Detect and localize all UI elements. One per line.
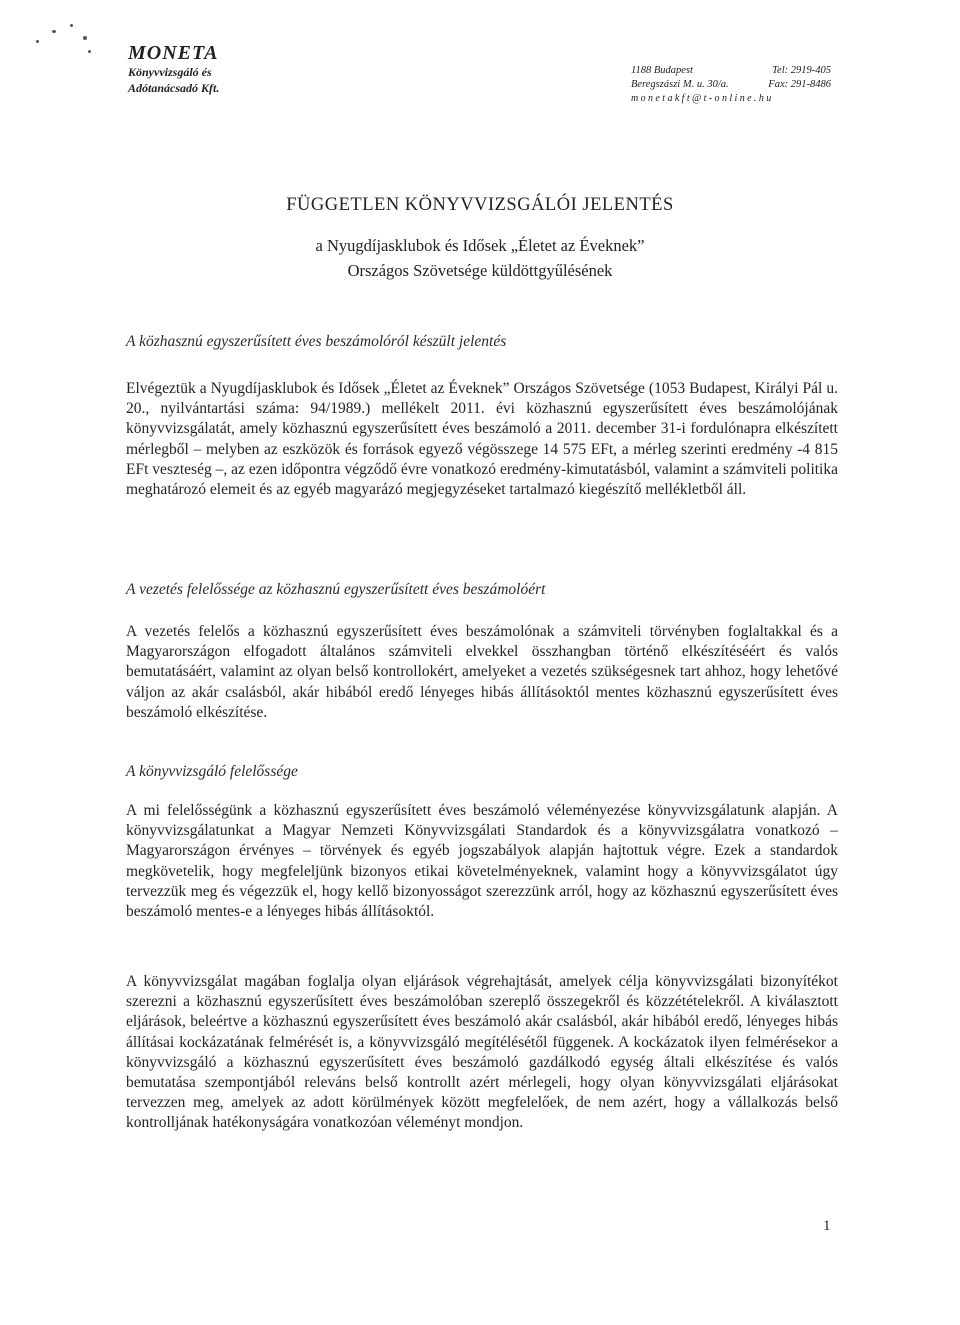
company-email: monetakft@t-online.hu (631, 93, 774, 104)
company-street: Beregszászi M. u. 30/a. (631, 79, 729, 90)
company-subtitle: Könyvvizsgáló és (128, 65, 212, 79)
scan-speck (88, 50, 91, 53)
company-name: MONETA (128, 42, 219, 64)
report-addressee: a Nyugdíjasklubok és Idősek „Életet az Éveknek” (315, 236, 645, 255)
auditor-paragraph: A mi felelősségünk a közhasznú egyszerűsített éves beszámoló véleményezése könyvvizsgálatunk alapján. A könyvvizsgálatunkat a Magyar Nemzeti Könyvvizsgálati Standardok és a könyvvizsgálatra vonatkozó – Magyarországon érvényes – törvények és egyéb jogszabályok alapján hajtottuk végre. Ezek a standardok megkövetelik, hogy megfeleljünk bizonyos etikai követelményeknek, valamint hogy a könyvvizsgálatot úgy tervezzük meg és végezzük el, hogy kellő bizonyosságot szerezzünk arról, hogy az közhasznú egyszerűsített éves beszámoló mentes-e a lényeges hibás állításoktól. (126, 802, 838, 921)
section-heading: A vezetés felelőssége az közhasznú egyszerűsített éves beszámolóért (126, 581, 546, 598)
company-subtitle: Adótanácsadó Kft. (128, 81, 220, 95)
contact-row (631, 64, 831, 78)
company-phone: Tel: 2919-405 (772, 65, 831, 76)
report-title: FÜGGETLEN KÖNYVVIZSGÁLÓI JELENTÉS (286, 195, 674, 215)
scan-speck (70, 24, 73, 27)
auditor-paragraph: A könyvvizsgálat magában foglalja olyan eljárások végrehajtását, amelyek célja könyvvizsgálati bizonyítékot szerezni a közhasznú egyszerűsített éves beszámolóban szereplő összegekről és közzétételekről. A kiválasztott eljárások, beleértve a közhasznú egyszerűsített éves beszámoló akár csalásból, akár hibából eredő, lényeges hibás állításai kockázatának felmérését is, a könyvvizsgáló megítélésétől függenek. A kockázatok ilyen felmérésekor a könyvvizsgáló a közhasznú egyszerűsített éves beszámoló gazdálkodó egység általi elkészítése és valós bemutatása szempontjából releváns belső kontrollt azért mérlegeli, hogy olyan könyvvizsgálati eljárásokat tervezzen meg, amelyek az adott körülmények között megfelelőek, de nem azért, hogy a vállalkozás belső kontrolljának hatékonyságára vonatkozóan véleményt mondjon. (126, 973, 838, 1132)
scan-speck (36, 40, 39, 43)
letterhead-contact (631, 64, 831, 106)
page-number: 1 (823, 1218, 831, 1234)
company-fax: Fax: 291-8486 (768, 79, 831, 90)
management-paragraph: A vezetés felelős a közhasznú egyszerűsített éves beszámolónak a számviteli törvényben foglaltakkal és a Magyarországon elfogadott általános számviteli elvekkel összhangban történő elkészítéséért és valós bemutatásáért, valamint az olyan belső kontrollokért, amelyeket a vezetés szükségesnek tart ahhoz, hogy lehetővé váljon az akár csalásból, akár hibából eredő lényeges hibás állításoktól mentes közhasznú egyszerűsített éves beszámoló elkészítése. (126, 623, 838, 721)
contact-row (631, 78, 831, 92)
scan-speck (83, 36, 87, 40)
company-city: 1188 Budapest (631, 65, 693, 76)
section-heading: A közhasznú egyszerűsített éves beszámolóról készült jelentés (126, 333, 507, 350)
report-addressee: Országos Szövetsége küldöttgyűlésének (347, 261, 613, 280)
section-heading: A könyvvizsgáló felelőssége (126, 763, 298, 780)
letterhead-company (128, 42, 219, 96)
report-paragraph: Elvégeztük a Nyugdíjasklubok és Idősek „Életet az Éveknek” Országos Szövetsége (1053 Budapest, Királyi Pál u. 20., nyilvántartási száma: 94/1989.) mellékelt 2011. évi közhasznú egyszerűsített éves beszámolójának könyvvizsgálatát, amely közhasznú egyszerűsített éves beszámoló a 2011. december 31-i fordulónapra elkészített mérlegből – melyben az eszközök és források egyező végösszege 14 575 EFt, a mérleg szerinti eredmény -4 815 EFt veszteség –, az ezen időpontra végződő évre vonatkozó eredmény-kimutatásból, valamint a számviteli politika meghatározó elemeit és az egyéb magyarázó megjegyzéseket tartalmazó kiegészítő mellékletből áll. (126, 380, 838, 499)
scan-speck (52, 30, 56, 33)
